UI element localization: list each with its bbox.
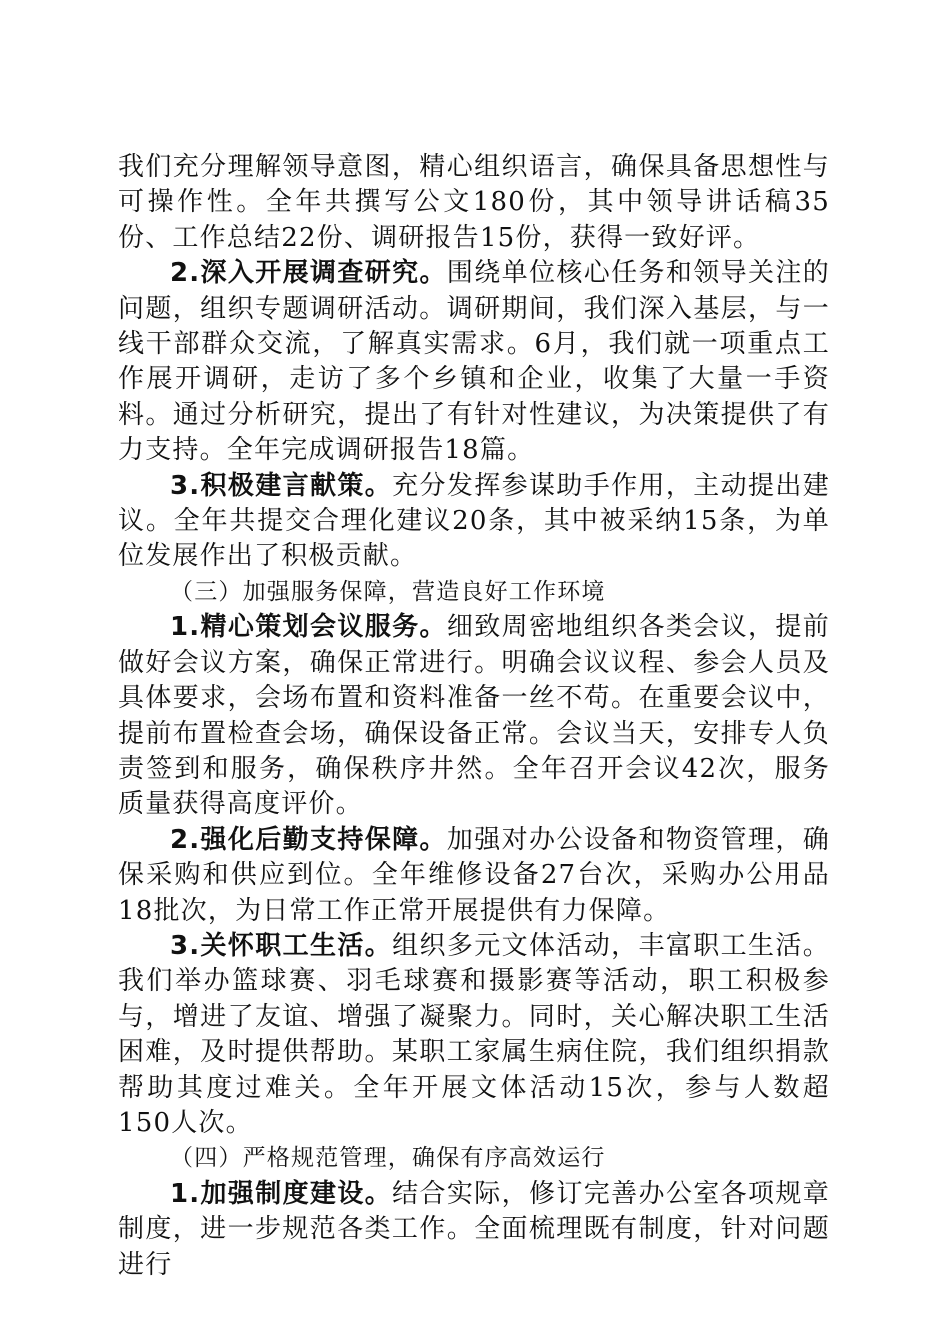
paragraph-heading: 3.关怀职工生活。 — [170, 930, 393, 961]
paragraph-text: 我们充分理解领导意图，精心组织语言，确保具备思想性与可操作性。全年共撰写公文180份，其中领导讲话稿35份、工作总结22份、调研报告15份，获得一致好评。 — [118, 152, 830, 253]
paragraph-text: 围绕单位核心任务和领导关注的问题，组织专题调研活动。调研期间，我们深入基层，与一线干部群众交流，了解真实需求。6月，我们就一项重点工作展开调研，走访了多个乡镇和企业，收集了大量一手资料。通过分析研究，提出了有针对性建议，为决策提供了有力支持。全年完成调研报告18篇。 — [118, 258, 830, 466]
paragraph-text: 细致周密地组织各类会议，提前做好会议方案，确保正常进行。明确会议议程、参会人员及具体要求，会场布置和资料准备一丝不苟。在重要会议中，提前布置检查会场，确保设备正常。会议当天，安排专人负责签到和服务，确保秩序井然。全年召开会议42次，服务质量获得高度评价。 — [118, 612, 830, 820]
paragraph-heading: 1.加强制度建设。 — [170, 1178, 393, 1209]
paragraph-text: 充分发挥参谋助手作用，主动提出建议。全年共提交合理化建议20条，其中被采纳15条，为单位发展作出了积极贡献。 — [118, 470, 830, 572]
paragraph-heading: 3.积极建言献策。 — [170, 470, 393, 501]
paragraph-heading: 1.精心策划会议服务。 — [170, 612, 447, 643]
paragraph-meeting-service — [118, 610, 830, 822]
paragraph-heading: 2.深入开展调查研究。 — [170, 258, 447, 289]
paragraph-text: 组织多元文体活动，丰富职工生活。我们举办篮球赛、羽毛球赛和摄影赛等活动，职工积极参与，增进了友谊、增强了凝聚力。同时，关心解决职工生活困难，及时提供帮助。某职工家属生病住院，我们组织捐款帮助其度过难关。全年开展文体活动15次，参与人数超150人次。 — [118, 930, 830, 1138]
paragraph-heading: 2.强化后勤支持保障。 — [170, 824, 447, 855]
paragraph-continuation — [118, 150, 830, 256]
paragraph-text: 结合实际，修订完善办公室各项规章制度，进一步规范各类工作。全面梳理既有制度，针对问题进行 — [118, 1178, 830, 1280]
paragraph-suggestions — [118, 469, 830, 575]
paragraph-research — [118, 256, 830, 468]
paragraph-staff-care — [118, 929, 830, 1141]
section-heading-4: （四）严格规范管理，确保有序高效运行 — [170, 1145, 606, 1172]
section-heading-3: （三）加强服务保障，营造良好工作环境 — [170, 578, 606, 605]
document-body — [118, 150, 830, 1283]
paragraph-logistics — [118, 823, 830, 929]
paragraph-text: 加强对办公设备和物资管理，确保采购和供应到位。全年维修设备27台次，采购办公用品18批次，为日常工作正常开展提供有力保障。 — [118, 824, 830, 926]
paragraph-institutions — [118, 1177, 830, 1283]
